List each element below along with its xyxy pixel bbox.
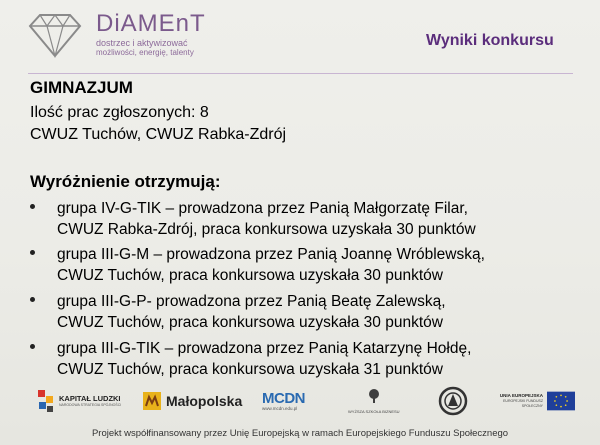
award-line-2: CWUZ Tuchów, praca konkursowa uzyskała 30 punktów [57, 314, 443, 331]
brand-tagline-2: możliwości, energię, talenty [96, 48, 194, 57]
school-logo [348, 382, 400, 420]
kapital-ludzki-icon [36, 388, 56, 414]
eu-label: UNIA EUROPEJSKA [499, 393, 543, 398]
malopolska-label: Małopolska [166, 393, 243, 409]
bullet-icon [30, 297, 35, 302]
kapital-ludzki-label: KAPITAŁ LUDZKI [59, 394, 121, 403]
bullet-icon [30, 250, 35, 255]
award-line-2: CWUZ Tuchów, praca konkursowa uzyskała 31 punktów [57, 361, 443, 378]
crest-logo [438, 382, 468, 420]
mcdn-logo [262, 382, 305, 420]
bullet-icon [30, 344, 35, 349]
malopolska-icon [142, 391, 162, 411]
award-line-1: grupa III-G-P- prowadzona przez Panią Beatę Zalewską, [57, 293, 446, 310]
brand-name: DiAMEnT [96, 10, 206, 37]
kapital-ludzki-sub: NARODOWA STRATEGIA SPÓJNOŚCI [59, 403, 122, 407]
mcdn-label: MCDN [262, 389, 305, 407]
section-heading: GIMNAZJUM [30, 78, 133, 97]
eu-logo [485, 382, 575, 420]
mcdn-sub: www.mcdn.edu.pl [262, 405, 298, 411]
awards-heading: Wyróżnienie otrzymują: [30, 172, 221, 191]
brand-block [96, 12, 206, 57]
school-label: WYŻSZA SZKOŁA BIZNESU [348, 409, 400, 414]
eu-sub: EUROPEJSKI FUNDUSZ SPOŁECZNY [503, 399, 543, 408]
slide-title: Wyniki konkursu [426, 32, 554, 49]
slide-header [0, 0, 600, 76]
crest-icon [438, 386, 468, 416]
award-line-1: grupa III-G-TIK – prowadzona przez Panią Katarzynę Hołdę, [57, 340, 472, 357]
schools-line: CWUZ Tuchów, CWUZ Rabka-Zdrój [30, 126, 287, 143]
tree-icon [366, 388, 382, 404]
diamond-logo-icon [28, 12, 82, 58]
submission-count: Ilość prac zgłoszonych: 8 [30, 104, 209, 121]
kapital-ludzki-logo [36, 382, 121, 420]
award-line-2: CWUZ Tuchów, praca konkursowa uzyskała 30 punktów [57, 267, 443, 284]
award-line-1: grupa IV-G-TIK – prowadzona przez Panią Małgorzatę Filar, [57, 200, 468, 217]
award-line-2: CWUZ Rabka-Zdrój, praca konkursowa uzyskała 30 punktów [57, 221, 476, 238]
header-divider [28, 73, 573, 74]
malopolska-logo [142, 382, 242, 420]
funding-note: Projekt współfinansowany przez Unię Europejską w ramach Europejskiego Funduszu Społecznego [91, 428, 509, 439]
bullet-icon [30, 204, 35, 209]
brand-tagline: dostrzec i aktywizować [96, 38, 188, 48]
eu-flag-icon [547, 391, 575, 411]
award-line-1: grupa III-G-M – prowadzona przez Panią Joannę Wróblewską, [57, 246, 485, 263]
partner-logos [30, 382, 575, 420]
